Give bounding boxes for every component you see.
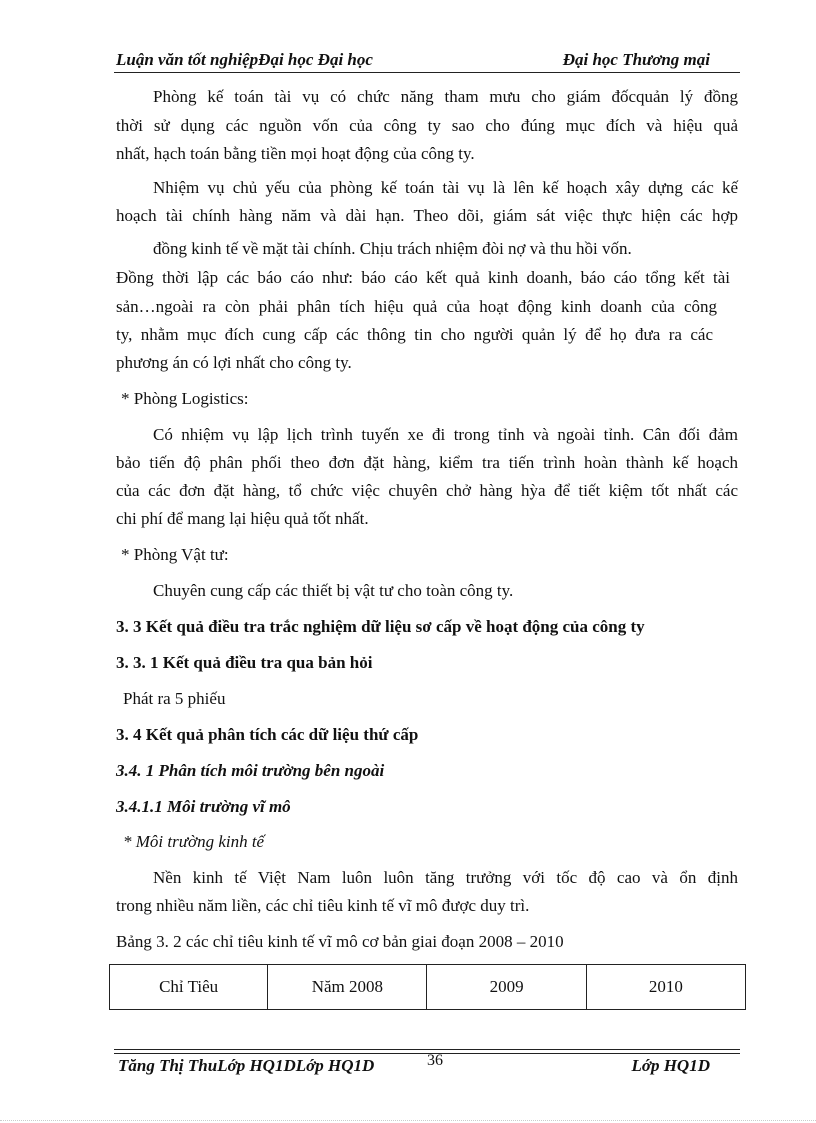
page-edge — [0, 1120, 816, 1121]
page-header — [114, 48, 740, 74]
paragraph-line: đồng kinh tế về mặt tài chính. Chịu trách nhiệm đòi nợ và thu hồi vốn. — [153, 239, 632, 258]
table-header-cell: 2009 — [427, 965, 586, 1010]
paragraph-line: bảo tiến độ phân phối theo đơn đặt hàng, kiểm tra tiến trình hoàn thành kế hoạch — [116, 453, 738, 472]
section-heading: 3.4. 1 Phân tích môi trường bên ngoài — [116, 761, 385, 780]
table-header-cell: Năm 2008 — [268, 965, 427, 1010]
indicator-table — [109, 964, 746, 1010]
paragraph-line: Đồng thời lập các báo cáo như: báo cáo kết quả kinh doanh, báo cáo tổng kết tài — [116, 268, 730, 287]
page-number: 36 — [427, 1052, 443, 1069]
table-header-row — [110, 965, 746, 1010]
section-label: * Phòng Vật tư: — [121, 545, 229, 564]
paragraph-line: chi phí để mang lại hiệu quả tốt nhất. — [116, 509, 369, 528]
header-right-text: Đại học Thương mại — [562, 50, 710, 69]
page-footer — [118, 1052, 740, 1079]
paragraph-line: thời sử dụng các nguồn vốn của công ty sao cho đúng mục đích và hiệu quả — [116, 116, 738, 135]
paragraph-line: của các đơn đặt hàng, tổ chức việc chuyên chở hàng hỳa để tiết kiệm tốt nhất các — [116, 481, 738, 500]
table-caption: Bảng 3. 2 các chỉ tiêu kinh tế vĩ mô cơ bản giai đoạn 2008 – 2010 — [116, 932, 564, 951]
sub-heading: * Môi trường kinh tế — [123, 832, 265, 851]
paragraph-line: hoạch tài chính hàng năm và dài hạn. Theo dõi, giám sát việc thực hiện các hợp — [116, 206, 738, 225]
paragraph-line: sản…ngoài ra còn phải phân tích hiệu quả của hoạt động kinh doanh của công — [116, 297, 717, 316]
section-heading: 3. 4 Kết quả phân tích các dữ liệu thứ cấp — [116, 725, 419, 744]
paragraph-line: Phòng kế toán tài vụ có chức năng tham mưu cho giám đốcquản lý đồng — [153, 87, 738, 106]
footer-rule — [114, 1049, 740, 1050]
table-header-cell: 2010 — [586, 965, 745, 1010]
header-left-text: Luận văn tốt nghiệpĐại học Đại học — [116, 50, 373, 69]
paragraph-line: trong nhiều năm liền, các chỉ tiêu kinh tế vĩ mô được duy trì. — [116, 896, 530, 915]
footer-left-text: Tăng Thị ThuLớp HQ1DLớp HQ1D — [118, 1056, 375, 1075]
section-heading: 3. 3 Kết quả điều tra trắc nghiệm dữ liệu sơ cấp về hoạt động của công ty — [116, 617, 645, 636]
table-header-cell: Chỉ Tiêu — [110, 965, 268, 1010]
section-heading: 3. 3. 1 Kết quả điều tra qua bản hỏi — [116, 653, 373, 672]
paragraph-line: Nhiệm vụ chủ yếu của phòng kế toán tài vụ là lên kế hoạch xây dựng các kế — [153, 178, 738, 197]
paragraph-line: Chuyên cung cấp các thiết bị vật tư cho toàn công ty. — [153, 581, 514, 600]
section-label: * Phòng Logistics: — [121, 389, 249, 408]
paragraph-line: nhất, hạch toán bằng tiền mọi hoạt động của công ty. — [116, 144, 475, 163]
paragraph-line: phương án có lợi nhất cho công ty. — [116, 353, 352, 372]
paragraph-line: ty, nhằm mục đích cung cấp các thông tin cho người quản lý để họ đưa ra các — [116, 325, 713, 344]
header-rule — [114, 72, 740, 73]
section-heading: 3.4.1.1 Môi trường vĩ mô — [116, 797, 291, 816]
paragraph-line: Phát ra 5 phiếu — [123, 689, 226, 708]
paragraph-line: Nền kinh tế Việt Nam luôn luôn tăng trưởng với tốc độ cao và ổn định — [153, 868, 738, 887]
footer-right-text: Lớp HQ1D — [631, 1056, 710, 1075]
paragraph-line: Có nhiệm vụ lập lịch trình tuyến xe đi trong tỉnh và ngoài tỉnh. Cân đối đảm — [153, 425, 738, 444]
